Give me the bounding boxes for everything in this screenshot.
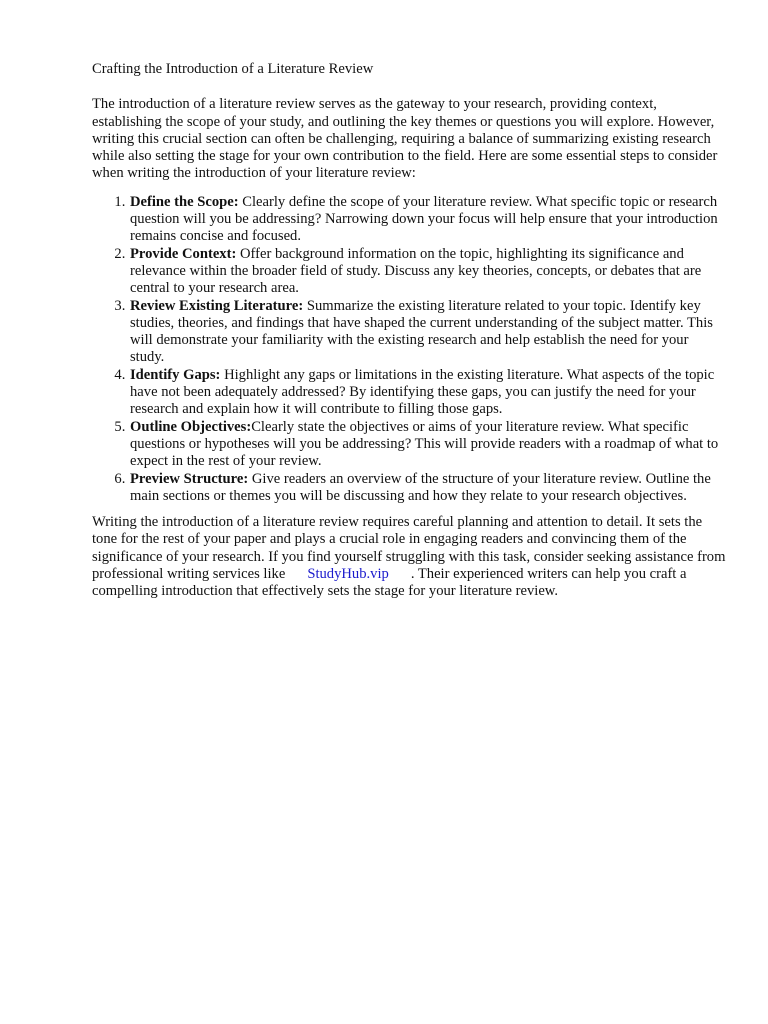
step-title: Preview Structure: <box>130 470 249 487</box>
list-item <box>129 367 726 419</box>
document-title: Crafting the Introduction of a Literature Review <box>92 61 374 77</box>
list-item <box>129 419 726 471</box>
studyhub-link[interactable]: StudyHub.vip <box>307 566 389 583</box>
step-text: Clearly define the scope of your literature review. What specific topic or research question will you be addressing? Narrowing down your focus will help ensure that your introduction remains concise and focused. <box>130 193 718 245</box>
list-item <box>129 246 726 298</box>
steps-list <box>92 194 726 505</box>
intro-paragraph: The introduction of a literature review serves as the gateway to your research, providing context, establishing the scope of your study, and outlining the key themes or questions you will explore. However, writing this crucial section can often be challenging, requiring a balance of summarizing existing research while also setting the stage for your own contribution to the field. Here are some essential steps to consider when writing the introduction of your literature review: <box>92 96 718 182</box>
step-title: Review Existing Literature: <box>130 297 304 314</box>
closing-paragraph <box>92 514 726 600</box>
list-item <box>129 471 726 506</box>
step-text: Highlight any gaps or limitations in the existing literature. What aspects of the topic have not been adequately addressed? By identifying these gaps, you can justify the need for your research and explain how it will contribute to filling those gaps. <box>130 366 715 418</box>
list-item <box>129 194 726 246</box>
step-title: Identify Gaps: <box>130 366 221 383</box>
closing-text-before-link: Writing the introduction of a literature review requires careful planning and attention to detail. It sets the tone for the rest of your paper and plays a crucial role in engaging readers and convincing them of the significance of your research. If you find yourself struggling with this task, consider seeking assistance from professional writing services like <box>92 514 726 583</box>
step-title: Provide Context: <box>130 245 237 262</box>
step-title: Define the Scope: <box>130 193 239 210</box>
step-text: Offer background information on the topic, highlighting its significance and relevance within the broader field of study. Discuss any key theories, concepts, or debates that are central to your research area. <box>130 245 702 297</box>
step-title: Outline Objectives: <box>130 418 252 435</box>
step-text: Summarize the existing literature related to your topic. Identify key studies, theories, and findings that have shaped the current understanding of the subject matter. This will demonstrate your familiarity with the existing research and help establish the need for your study. <box>130 297 713 366</box>
document-page <box>92 61 726 601</box>
list-item <box>129 298 726 367</box>
closing-text-after-link: . Their experienced writers can help you craft a compelling introduction that effectively sets the stage for your literature review. <box>92 566 687 600</box>
step-text: Clearly state the objectives or aims of your literature review. What specific questions or hypotheses will you be addressing? This will provide readers with a roadmap of what to expect in the rest of your review. <box>130 418 719 470</box>
step-text: Give readers an overview of the structure of your literature review. Outline the main sections or themes you will be discussing and how they relate to your research objectives. <box>130 470 711 504</box>
